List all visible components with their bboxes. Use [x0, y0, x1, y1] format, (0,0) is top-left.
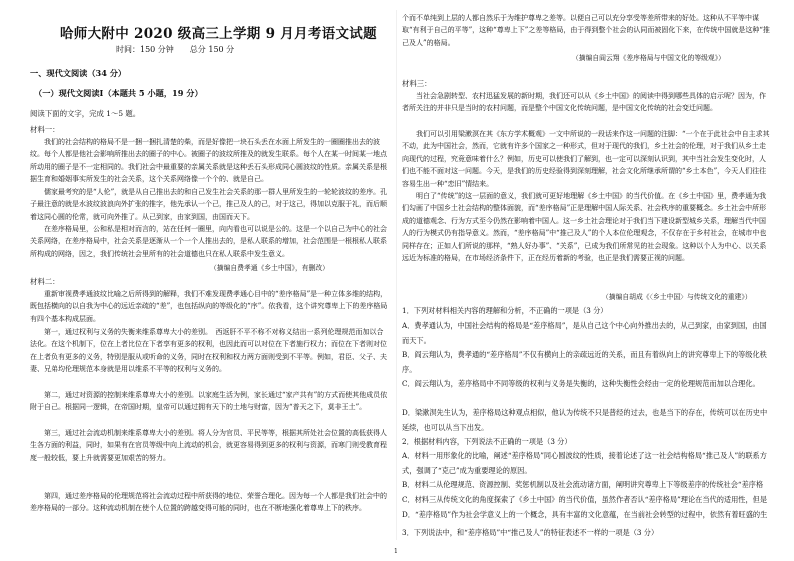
column-divider: [396, 10, 397, 540]
question-1-option-a: A．费孝通认为，中国社会结构的格局是“差序格局”，是从自己这个中心向外推出去的，从己到家，由家到国，由国而天下。: [402, 321, 767, 345]
exam-title: 哈师大附中 2020 级高三上学期 9 月月考语文试题: [60, 26, 377, 42]
instruction: 阅读下面的文字，完成 1～5 题。: [30, 109, 141, 118]
exam-meta: 时间：150 分钟 总分 150 分: [116, 45, 235, 54]
question-2-option-c: C．材料三从传统文化的角度探索了《乡土中国》的当代价值，虽然作者否认“差序格局”理论在当代的适用性，但是: [402, 495, 768, 504]
question-2-option-a: A．材料一用形象化的比喻，阐述“差序格局”同心圆波纹的性质，接着论述了这一社会结构格局“推己及人”的联系方式，强调了“克己”成为重要理论的原因。: [402, 451, 767, 475]
material-2-paragraph-2: 第一，通过权利与义务的失衡来维系尊卑大小的差别。 西返肝不平不称不对称义结出一系列伦理规范而加以合法化。在这个机制下，位在上者比位在下者享有更多的权利，也因此而可以对位在下者施行权力；而位在下者则对位在上者负有更多的义务，特别是服从或听命的义务，同时在权利和权力两方面则受到不平等。例如，君臣、父子、夫妻、兄弟均伦理规范本身就是用以维系不平等的权利与义务的。: [30, 328, 387, 374]
material-1-paragraph-3: 在差序格局里，公和私是相对而言的，站在任何一圈里，向内看也可以说是公的。这是一个以自己为中心的社会关系网络，在差序格局中，社会关系是逐渐从一个一个人推出去的，是私人联系的增加，社会范围是一根根私人联系所构成的网络，因之，我们传统社会里所有的社会道德也只在私人联系中发生意义。: [30, 225, 387, 258]
question-1: 1．下列对材料相关内容的理解和分析，不正确的一项是（3 分）: [402, 306, 608, 315]
material-3-paragraph-2: 我们可以引用梁漱溟在其《东方学术概观》一文中所说的一段话来作这一问题的注脚：“一个在于此社会中自主求其不动，此为中国社会，然而，它就有许多个国家之一种形式，但对于现代的我们，乡土社会的伦理，对于我们从乡土走向现代的过程，究竟意味着什么？例如，历史可以使我们了解到，也一定可以深刻认识到，其中当社会发生变化时，人们也不能不面对这一问题。今天，是我们的历史经验得到深刻理解，社会文化所继承所谓的“乡土本色”，今天人们往往容易生出一种“恋旧”情结来。: [402, 130, 770, 188]
material-1-paragraph-2: 儒家最考究的是“人伦”，就是从自己推出去的和自己发生社会关系的那一群人里所发生的一轮轮波纹的差序。孔子最注意的就是水波纹波浪向外扩张的推字，他先承认一个己，推己及人的己，对于这己，得加以克服于礼，而后顺着这同心圆的伦常，就可向外推了。从己到家，由家到国，由国而天下。: [30, 188, 388, 221]
question-1-option-d: D．梁漱溟先生认为，差序格局这种观点相似，他认为传统不只是普经的过去，也是当下的存在，传统可以在历史中延续，也可以从当下出发。: [402, 408, 768, 432]
material-3-source: （摘编自胡成《〈乡土中国〉与传统文化的重建》）: [602, 293, 752, 301]
material-1-paragraph-1: 我们的社会结构的格局不是一捆一捆扎清楚的柴，而是好像把一块石头丢在水面上所发生的一圈圈推出去的波纹。每个人都是他社会影响所推出去的圈子的中心。被圈子的波纹所推及的就发生联系。每个人在某一时间某一地点所动用的圈子是不一定相同的。我们社会中最重要的亲属关系就是这种丢石头形成同心圆波纹的性质。亲属关系是根据生育和婚姻事实所发生的社会关系，这个关系网络像一个个的、就是自己。: [30, 138, 387, 184]
material-2-continuation: 个而不单纯到上层的人都自然乐于为维护尊卑之差等。以便自己可以充分享受等差所带来的好处。这种从不平等中谋取“有利于自己的平等”，这种“尊卑上下”之差等格局，由于得到整个社会的认同而被固化下来，在传统中国就是这种“推己及人”的格局。: [402, 14, 770, 47]
subsection-heading: （一）现代文阅读Ⅰ（本题共 5 小题，19 分）: [34, 88, 203, 98]
material-1-source: （摘编自费孝通《乡土中国》，有删改）: [210, 264, 329, 272]
material-3-paragraph-3: 明白了“传统”的这一层面的意义，我们就可更好地理解《乡土中国》的当代价值。在《乡土中国》里，费孝通为我们勾画了中国乡土社会结构的整体面貌，而“差序格局”正是理解中国人际关系、社会秩序的重要概念。乡土社会中所形成的道德观念、行为方式至今仍然在影响着中国人。这一乡土社会理论对于我们当下建设新型城乡关系，理解当代中国人的行为模式仍有指导意义。然而，“差序格局”中“推己及人”的个人本位伦理观念，不仅存在于乡村社会，在城市中也同样存在；正如人们所说的那样，“熟人好办事”、“关系”，已成为我们所常见的社会现象。这种以个人为中心、以关系远近为标准的格局，在市场经济条件下，正在经历着新的考验，也正是我们需要正视的问题。: [402, 192, 767, 263]
question-2-option-d: D．“差序格局”作为社会学意义上的一个概念，具有丰富的文化意蕴，在当前社会转型的过程中，依然有着旺盛的生: [402, 510, 768, 519]
question-1-option-b: B．阎云翔认为，费孝通的“差序格局”不仅有横向上的亲疏远近的关系，而且有着纵向上的讲究尊卑上下的等级化秩序。: [402, 350, 767, 374]
question-2-option-b: B．材料二从伦理规范、资源控制、奖惩机制以及社会流动诸方面，阐明讲究尊卑上下等级差序的传统社会“差序格: [402, 480, 764, 489]
material-2-paragraph-4: 第三，通过社会流动机制来维系尊卑大小的差别。将人分为官员、平民等等，根据其所处社会位置的高低获得人生各方面的利益，同时，如果有在官员等级中向上流动的机会，就更容易得到更多的权利与资源，而寒门则受教育程度一般较低，要上升就需要更加艰苦的努力。: [30, 429, 387, 462]
section-heading: 一、现代文阅读（34 分）: [30, 68, 127, 78]
material-3-paragraph-1: 当社会急剧转型、农村迅猛发展的新时期，我们还可以从《乡土中国》的阅读中得到哪些具体的启示呢？因为，作者所关注的并非只是当时的农村问题，而是整个中国文化传统问题，是中国文化传统的社会变迁问题。: [402, 92, 766, 113]
material-1-label: 材料一：: [30, 125, 60, 134]
material-2-paragraph-5: 第四，通过差序格局的伦理规范将社会流动过程中所获得的地位、荣誉合理化。因为每一个人都是我们社会中的差序格局的一部分。这种流动机制在使个人位置的跨越变得可能的同时，也在不断地强化着尊卑上下的秩序。: [30, 492, 387, 513]
material-2-paragraph-1: 重新审视费孝通波纹比喻之后所得到的解释，我们不难发现费孝通心目中的“差序格局”是一种立体多维的结构，既包括横向的以自我为中心的远近亲疏的“差”，也包括纵向的等级化的“序”。依我看，这个讲究尊卑上下的差序格局有四个基本构成层面。: [30, 290, 388, 323]
question-1-option-c: C．阎云翔认为，差序格局中不同等级的权利与义务是失衡的，这种失衡性会经由一定的伦理规范而加以合理化。: [402, 379, 760, 388]
question-2: 2．根据材料内容，下列说法不正确的一项是（3 分）: [402, 437, 572, 446]
question-3: 3．下列说法中，和“差序格局”中“推己及人”的特征表述不一样的一项是（3 分）: [402, 528, 659, 537]
material-2-source: （摘编自阎云翔《差序格局与中国文化的等级观》）: [572, 54, 725, 62]
material-2-label: 材料二：: [30, 277, 60, 286]
material-2-paragraph-3: 第二，通过对资源的控制来维系尊卑大小的差别。以家庭生活为例，家长通过“家产共有”的方式而使其他成员依附于自己。根据同一逻辑，在帝国时期，皇帝可以通过拥有天下的土地与财富，因为“普天之下，莫非王土”。: [30, 391, 388, 412]
page-number: 1: [394, 548, 398, 555]
material-3-label: 材料三：: [402, 79, 432, 88]
